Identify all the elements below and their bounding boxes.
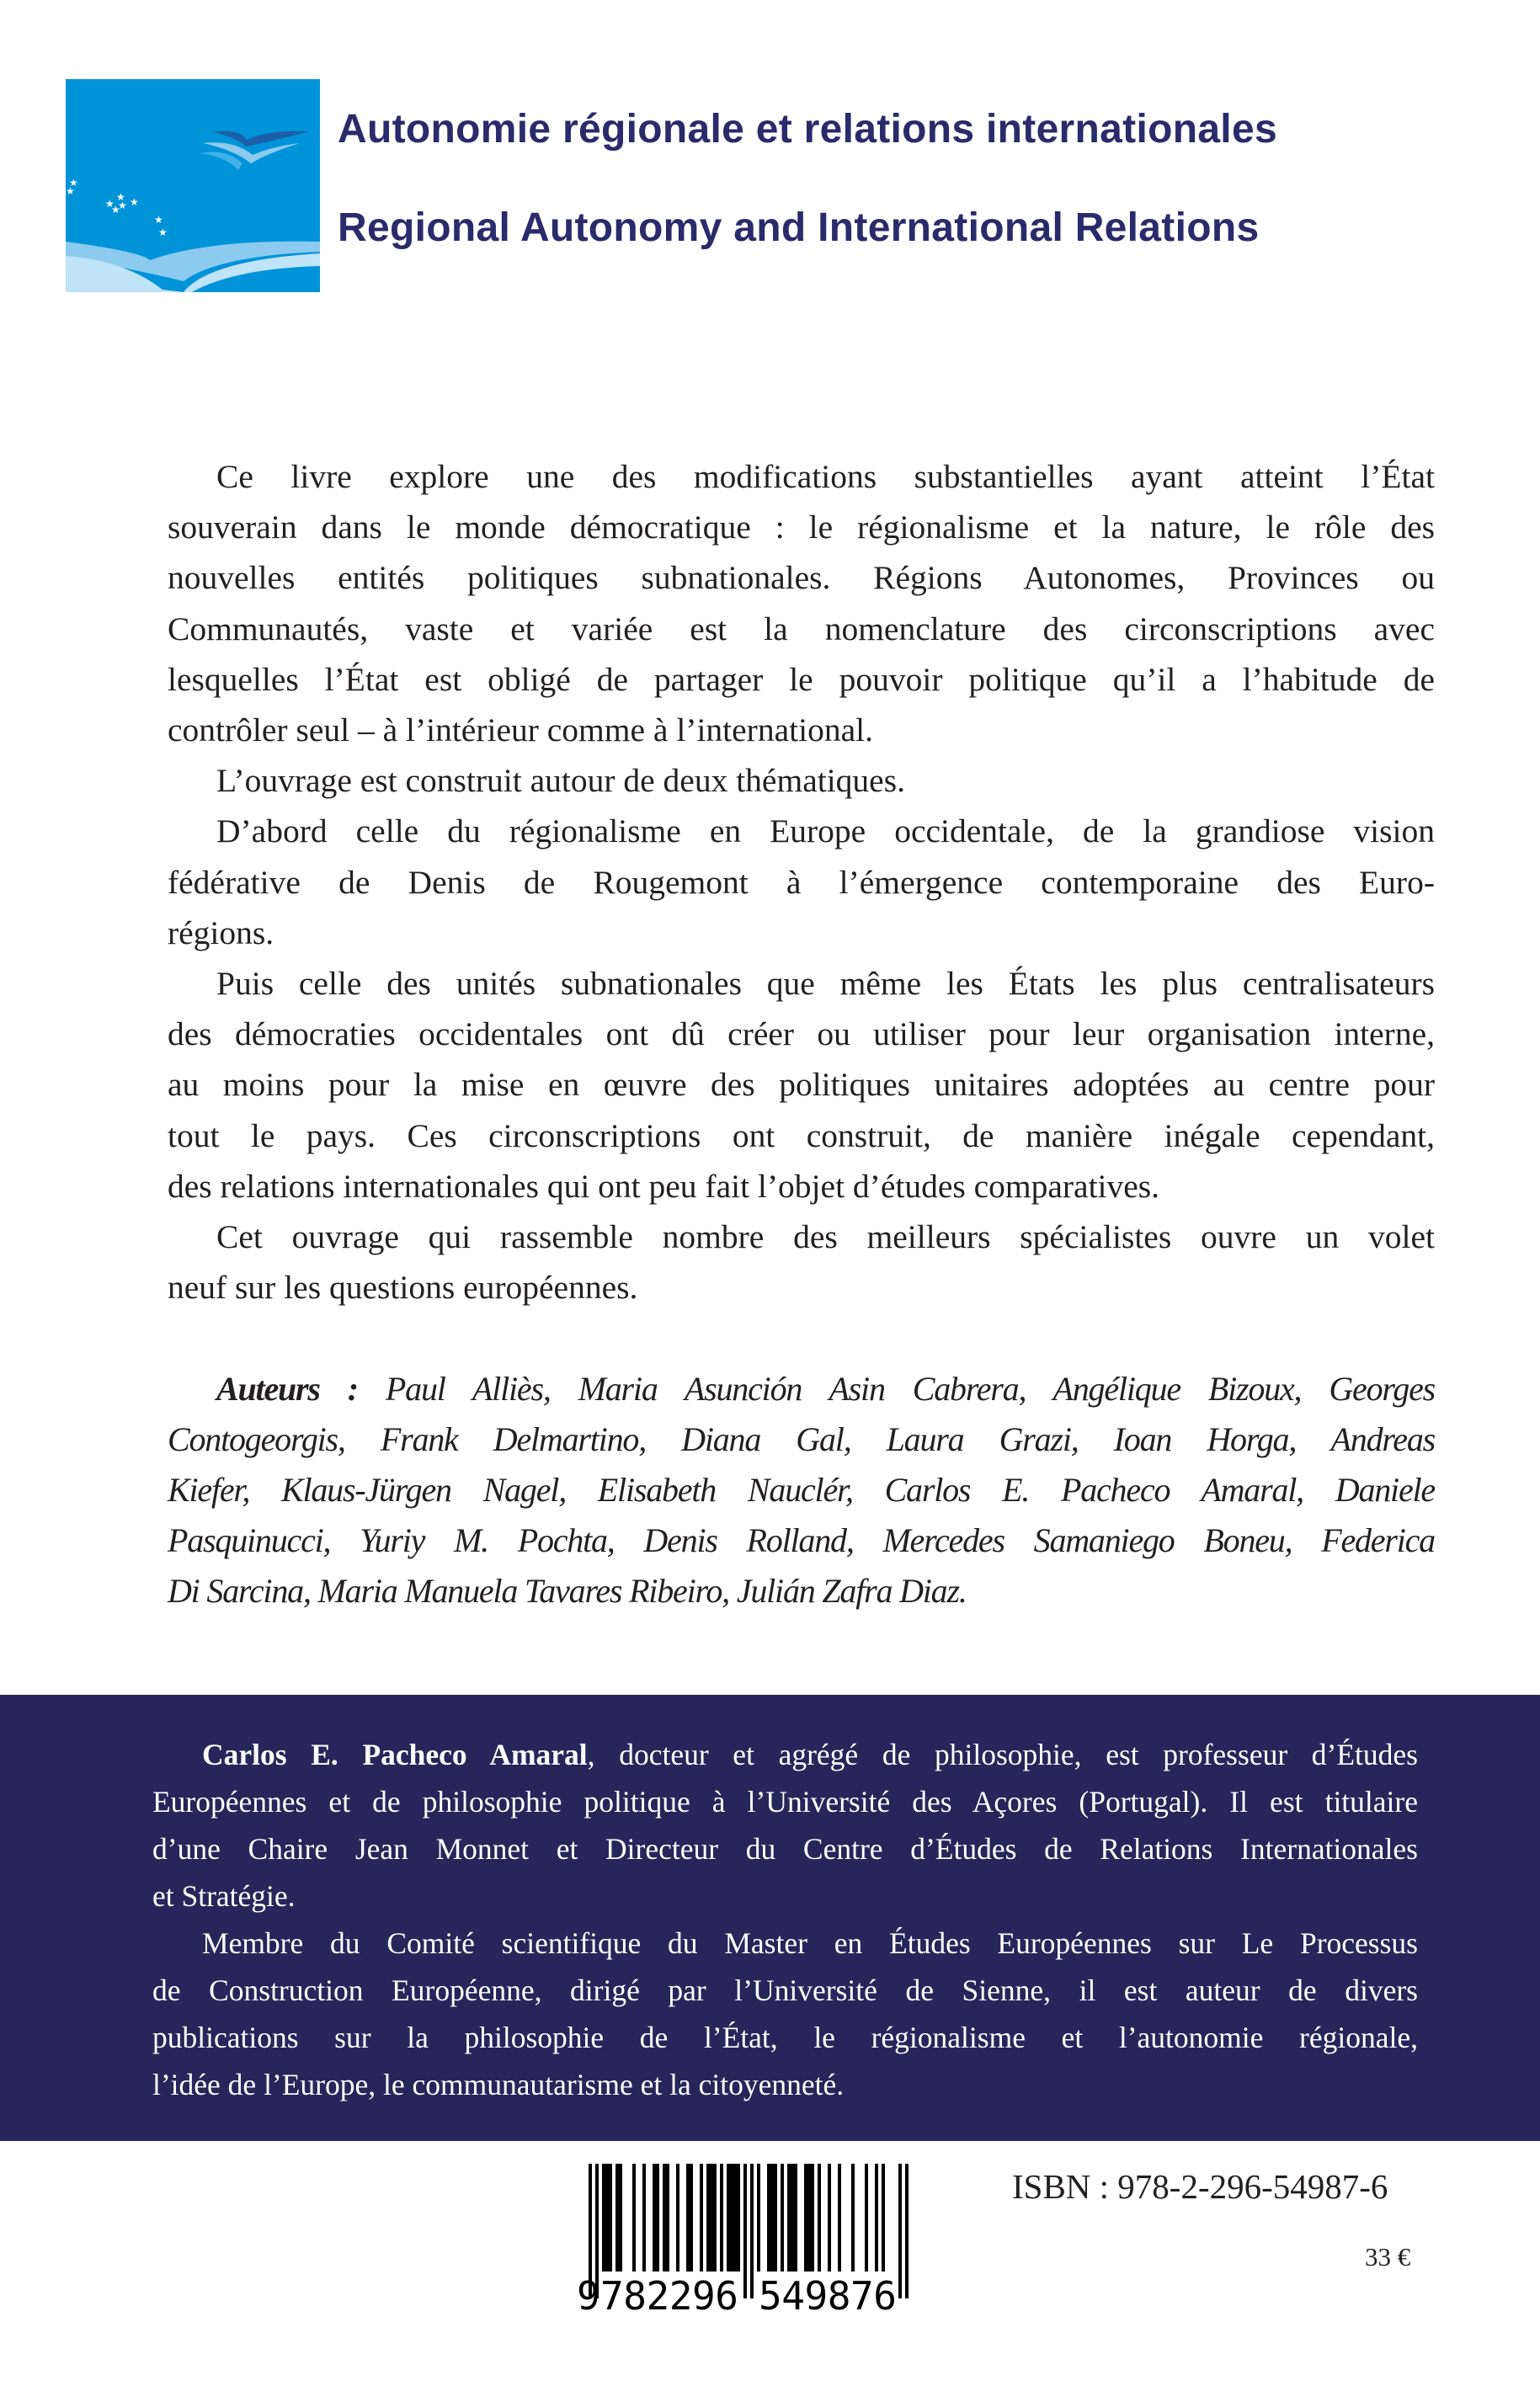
barcode-bar [653,2164,656,2271]
text-span: et Stratégie. [152,1879,296,1913]
text-span: Contogeorgis, Frank Delmartino, Diana Gal, Laura Grazi, Ioan Horga, Andreas [168,1420,1435,1458]
barcode-bar [811,2164,814,2271]
barcode-bar [743,2164,747,2298]
text-line [168,958,1435,1009]
text-line [152,2061,1418,2108]
barcode-bar [794,2164,797,2271]
barcode-bar [609,2164,612,2271]
text-line [168,806,1435,856]
barcode-bar [865,2164,868,2271]
description-text [168,451,1435,1313]
barcode-bar [733,2164,737,2271]
barcode-bar [686,2164,690,2271]
barcode-bar [787,2164,791,2271]
text-span: Communautés, vaste et variée est la nomenclature des circonscriptions avec [168,610,1435,647]
barcode-bar [774,2164,777,2271]
text-span: au moins pour la mise en œuvre des politiques unitaires adoptées au centre pour [168,1066,1435,1104]
barcode-bar [727,2164,730,2271]
barcode-bar [619,2164,622,2271]
text-line [168,552,1435,603]
text-span: lesquelles l’État est obligé de partager le pouvoir politique qu’il a l’habitude de [168,660,1435,698]
barcode-bar [700,2164,703,2271]
barcode-bar [632,2164,636,2271]
svg-text:★: ★ [158,226,168,238]
text-line [152,1920,1418,1967]
barcode-bar [602,2164,605,2271]
barcode-digits: 9 [577,2273,600,2311]
text-span: Puis celle des unités subnationales que même les États les plus centralisateurs [216,965,1435,1003]
barcode-bar [791,2164,794,2271]
text-span: D’abord celle du régionalisme en Europe occidentale, de la grandiose vision [216,812,1435,850]
barcode-bar [807,2164,811,2271]
text-span: de Construction Européenne, dirigé par l’Université de Sienne, il est auteur de divers [152,1973,1418,2007]
text-line [168,1059,1435,1110]
barcode-bar [767,2164,770,2271]
text-line [168,1009,1435,1059]
barcode-bar [750,2164,754,2298]
text-line [168,604,1435,654]
barcode-bar [828,2164,831,2271]
text-line [168,705,1435,755]
barcode-bar [804,2164,807,2271]
author-name: Carlos E. Pacheco Amaral [202,1738,588,1771]
barcode-bar [713,2164,717,2271]
text-span: Pasquinucci, Yuriy M. Pochta, Denis Rolland, Mercedes Samaniego Boneu, Federica [168,1521,1435,1559]
text-line [168,1110,1435,1161]
text-span: régions. [168,913,274,951]
text-line [168,1262,1435,1313]
barcode-bar [605,2164,609,2271]
authors-list [168,1364,1435,1616]
text-line [168,451,1435,502]
barcode-bar [656,2164,659,2271]
text-span: Membre du Comité scientifique du Master en Études Européennes sur Le Processus [202,1926,1418,1960]
text-span: des relations internationales qui ont peu fait l’objet d’études comparatives. [168,1167,1160,1205]
text-line [152,1731,1418,1778]
text-span: L’ouvrage est construit autour de deux thématiques. [216,762,905,800]
text-line [152,1825,1418,1872]
text-span: Cet ouvrage qui rassemble nombre des meilleurs spécialistes ouvre un volet [216,1218,1435,1256]
svg-text:★: ★ [130,196,139,208]
text-line [152,1778,1418,1825]
barcode-bar [905,2164,909,2298]
text-line [168,857,1435,908]
barcode-bar [781,2164,784,2271]
text-line [152,2014,1418,2061]
text-line [168,908,1435,958]
text-span: Ce livre explore une des modifications substantielles ayant atteint l’État [216,458,1435,495]
barcode-bar [875,2164,878,2271]
text-line [168,1465,1435,1515]
author-bio [152,1731,1418,2108]
barcode-bar [642,2164,646,2271]
text-line [168,1212,1435,1262]
text-span: l’idée de l’Europe, le communautarisme et la citoyenneté. [152,2068,845,2101]
barcode-bar [730,2164,733,2271]
text-line [168,502,1435,552]
text-line [152,1872,1418,1920]
text-span: Kiefer, Klaus-Jürgen Nagel, Elisabeth Nauclér, Carlos E. Pacheco Amaral, Daniele [168,1471,1435,1509]
barcode-bar [615,2164,619,2271]
text-line [152,1967,1418,2014]
barcode-bar [898,2164,902,2298]
text-line [168,755,1435,806]
barcode-bar [770,2164,774,2271]
barcode-bar [737,2164,740,2271]
barcode [577,2164,914,2311]
svg-text:★: ★ [118,200,127,211]
title-french: Autonomie régionale et relations internationales [338,107,1277,152]
barcode-bar [720,2164,723,2271]
isbn: ISBN : 978-2-296-54987-6 [1012,2167,1388,2206]
price: 33 € [1365,2242,1411,2271]
barcode-bar [706,2164,710,2271]
barcode-bar [838,2164,841,2271]
text-line [168,1364,1435,1414]
text-span: , docteur et agrégé de philosophie, est professeur d’Études [587,1738,1418,1771]
authors-label: Auteurs : [216,1370,386,1408]
publisher-logo [66,79,320,292]
text-span: Paul Alliès, Maria Asunción Asin Cabrera, Angélique Bizoux, Georges [385,1370,1435,1408]
barcode-bar [690,2164,693,2271]
svg-text:★: ★ [69,177,78,189]
text-span: Di Sarcina, Maria Manuela Tavares Ribeiro, Julián Zafra Diaz. [168,1572,967,1610]
text-span: publications sur la philosophie de l’État, le régionalisme et l’autonomie régionale, [152,2021,1418,2054]
text-span: d’une Chaire Jean Monnet et Directeur du Centre d’Études de Relations Internationales [152,1832,1418,1866]
text-span: des démocraties occidentales ont dû créer ou utiliser pour leur organisation interne, [168,1015,1435,1053]
text-line [168,1161,1435,1212]
text-line [168,1566,1435,1616]
text-span: Européennes et de philosophie politique à l’Université des Açores (Portugal). Il est titulaire [152,1785,1418,1819]
barcode-bar [710,2164,713,2271]
barcode-bar [818,2164,821,2271]
svg-text:★: ★ [116,191,125,203]
barcode-bar [757,2164,760,2271]
svg-text:★: ★ [66,185,75,197]
barcode-bar [666,2164,669,2271]
text-line [168,1515,1435,1566]
text-line [168,1414,1435,1465]
barcode-bar [882,2164,885,2271]
text-span: fédérative de Denis de Rougemont à l’émergence contemporaine des Euro- [168,863,1435,901]
text-span: tout le pays. Ces circonscriptions ont construit, de manière inégale cependant, [168,1116,1435,1154]
barcode-bar [663,2164,666,2271]
text-span: nouvelles entités politiques subnationales. Régions Autonomes, Provinces ou [168,559,1435,597]
text-span: contrôler seul – à l’intérieur comme à l’international. [168,711,873,749]
barcode-bar [676,2164,679,2271]
svg-text:★: ★ [154,214,163,226]
svg-text:★: ★ [111,204,120,216]
svg-text:★: ★ [105,198,115,210]
text-line [168,654,1435,705]
text-span: souverain dans le monde démocratique : le régionalisme et la nature, le rôle des [168,509,1435,546]
barcode-digits: 782296 [600,2273,738,2311]
barcode-digits: 549876 [759,2273,897,2311]
title-english: Regional Autonomy and International Relations [338,205,1260,250]
text-span: neuf sur les questions européennes. [168,1269,638,1307]
barcode-bar [851,2164,855,2271]
